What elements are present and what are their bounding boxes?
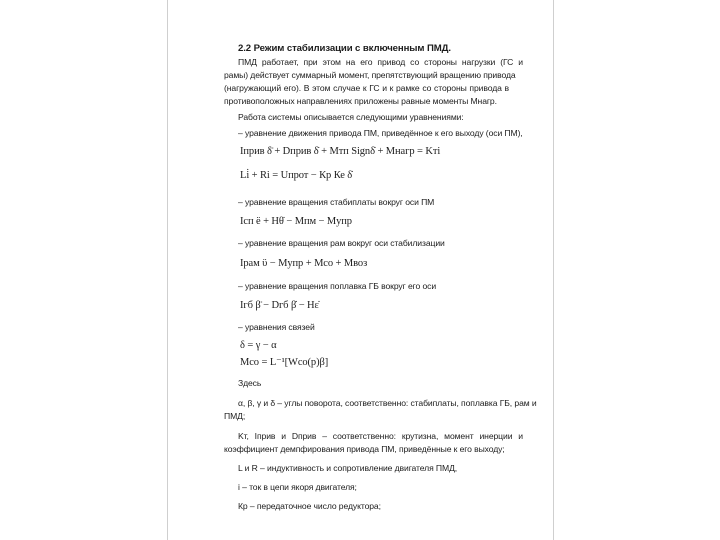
- system-intro: Работа системы описывается следующими уравнениями:: [238, 112, 464, 122]
- definition-inductance: L и R – индуктивность и сопротивление двигателя ПМД,: [238, 463, 458, 473]
- equation-stabplate: Iсп ë + Hθ̇ − Mпм − Mупр: [240, 216, 352, 227]
- definition-angles-line-1: α, β, γ и δ – углы поворота, соответственно: стабиплаты, поплавка ГБ, рам и: [238, 398, 537, 408]
- intro-line-3: (нагружающий его). В этом случае к ГС и к рамке со стороны привода в: [224, 83, 509, 93]
- intro-line-4: противоположных направлениях приложены равные моменты Мнагр.: [224, 96, 497, 106]
- pm-drive-caption: – уравнение движения привода ПМ, приведённое к его выходу (оси ПМ),: [238, 128, 523, 138]
- section-title: 2.2 Режим стабилизации с включенным ПМД.: [238, 43, 451, 54]
- definition-angles-line-2: ПМД;: [224, 411, 246, 421]
- definition-drive-line-2: коэффициент демпфирования привода ПМ, приведённые к его выходу;: [224, 444, 505, 454]
- where-label: Здесь: [238, 378, 262, 388]
- equation-link-2: Mсо = L⁻¹[Wсо(p)β]: [240, 357, 329, 368]
- document-page: [167, 0, 554, 540]
- definition-drive-line-1: Kт, Iприв и Dприв – соответственно: крутизна, момент инерции и: [238, 431, 523, 441]
- intro-line-1: ПМД работает, при этом на его привод со стороны нагрузки (ГС и: [238, 57, 523, 67]
- equation-link-1: δ = γ − α: [240, 340, 277, 351]
- float-caption: – уравнение вращения поплавка ГБ вокруг его оси: [238, 281, 437, 291]
- equation-electric-circuit: Li̇ + Ri = Uпрот − Кр Ке δ̇: [240, 170, 353, 181]
- equation-frames: Iрам ϋ − Mупр + Mсо + Mвоз: [240, 258, 368, 269]
- link-caption: – уравнения связей: [238, 322, 315, 332]
- frames-caption: – уравнение вращения рам вокруг оси стабилизации: [238, 238, 445, 248]
- intro-line-2: рамы) действует суммарный момент, препятствующий вращению привода: [224, 70, 516, 80]
- definition-current: i – ток в цепи якоря двигателя;: [238, 482, 357, 492]
- equation-drive-motion: Iприв δ̈ + Dприв δ̇ + Mтп Signδ̇ + Mнагр = Kтi: [240, 146, 441, 157]
- equation-float: Iгб β̈ − Dгб β̇ − Hε̇: [240, 300, 319, 311]
- stabplate-caption: – уравнение вращения стабиплаты вокруг оси ПМ: [238, 197, 435, 207]
- definition-gear-ratio: Кр – передаточное число редуктора;: [238, 501, 381, 511]
